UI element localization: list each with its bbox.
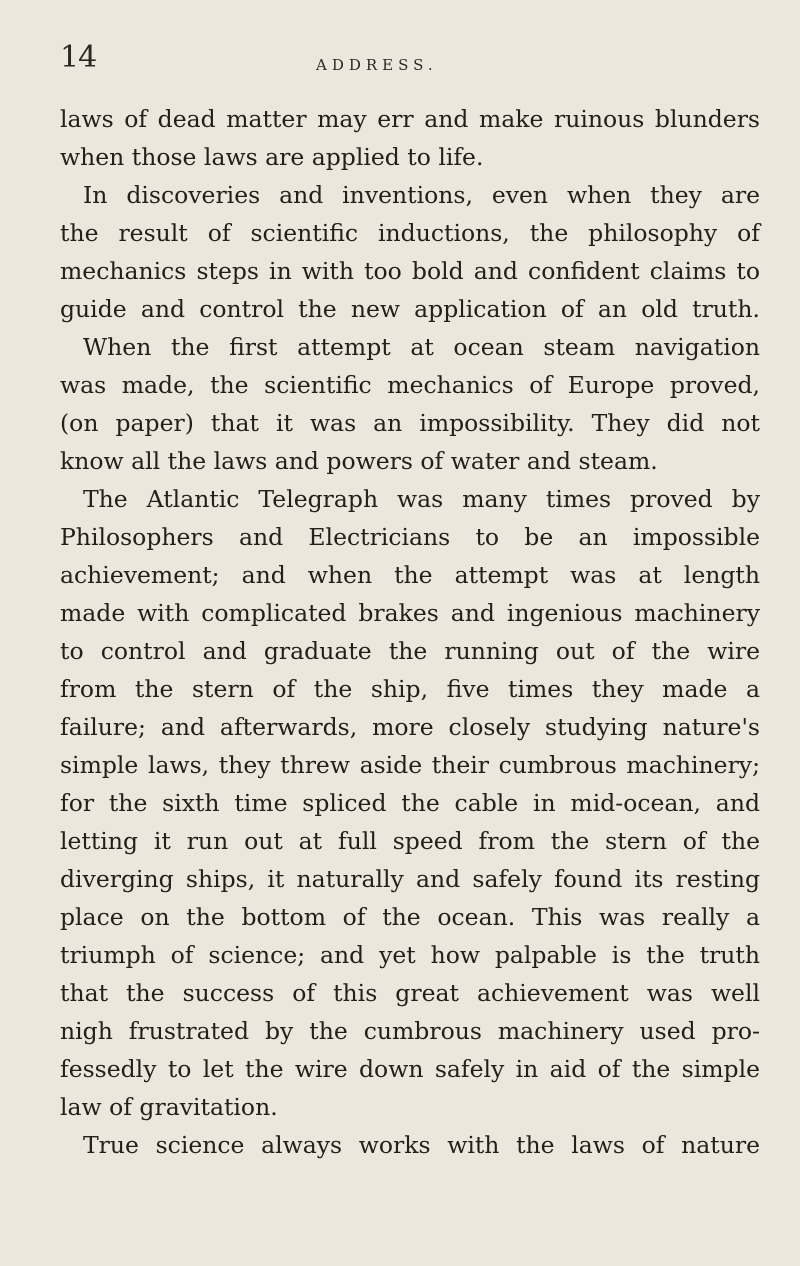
text-line: was made, the scientific mechanics of Europe proved, <box>60 371 760 399</box>
text-line: law of gravitation. <box>60 1093 278 1121</box>
text-line: When the first attempt at ocean steam navigation <box>83 333 760 361</box>
text-line: that the success of this great achievement was well <box>60 979 760 1007</box>
text-line: guide and control the new application of an old truth. <box>60 295 760 323</box>
text-line: letting it run out at full speed from the stern of the <box>60 827 760 855</box>
text-line: place on the bottom of the ocean. This was really a <box>60 903 760 931</box>
text-line: Philosophers and Electricians to be an impossible <box>60 523 760 551</box>
text-line: the result of scientific inductions, the philosophy of <box>60 219 760 247</box>
text-line: triumph of science; and yet how palpable is the truth <box>60 941 760 969</box>
text-line: True science always works with the laws of nature <box>83 1131 760 1159</box>
running-head: ADDRESS. <box>316 56 438 74</box>
text-line: simple laws, they threw aside their cumbrous machinery; <box>60 751 760 779</box>
text-line: fessedly to let the wire down safely in aid of the simple <box>60 1055 760 1083</box>
text-line: when those laws are applied to life. <box>60 143 484 171</box>
text-line: In discoveries and inventions, even when they are <box>83 181 760 209</box>
text-line: know all the laws and powers of water and steam. <box>60 447 658 475</box>
text-line: made with complicated brakes and ingenious machinery <box>60 599 760 627</box>
text-line: achievement; and when the attempt was at length <box>60 561 760 589</box>
text-line: nigh frustrated by the cumbrous machinery used pro- <box>60 1017 760 1045</box>
text-line: laws of dead matter may err and make ruinous blunders <box>60 105 760 133</box>
text-line: failure; and afterwards, more closely studying nature's <box>60 713 760 741</box>
text-line: for the sixth time spliced the cable in mid-ocean, and <box>60 789 760 817</box>
text-line: to control and graduate the running out of the wire <box>60 637 760 665</box>
page-number: 14 <box>60 40 97 75</box>
text-line: diverging ships, it naturally and safely found its resting <box>60 865 760 893</box>
body-text <box>60 100 760 1164</box>
text-line: The Atlantic Telegraph was many times proved by <box>83 485 760 513</box>
text-line: mechanics steps in with too bold and confident claims to <box>60 257 760 285</box>
text-line: from the stern of the ship, five times they made a <box>60 675 760 703</box>
text-line: (on paper) that it was an impossibility. They did not <box>60 409 760 437</box>
